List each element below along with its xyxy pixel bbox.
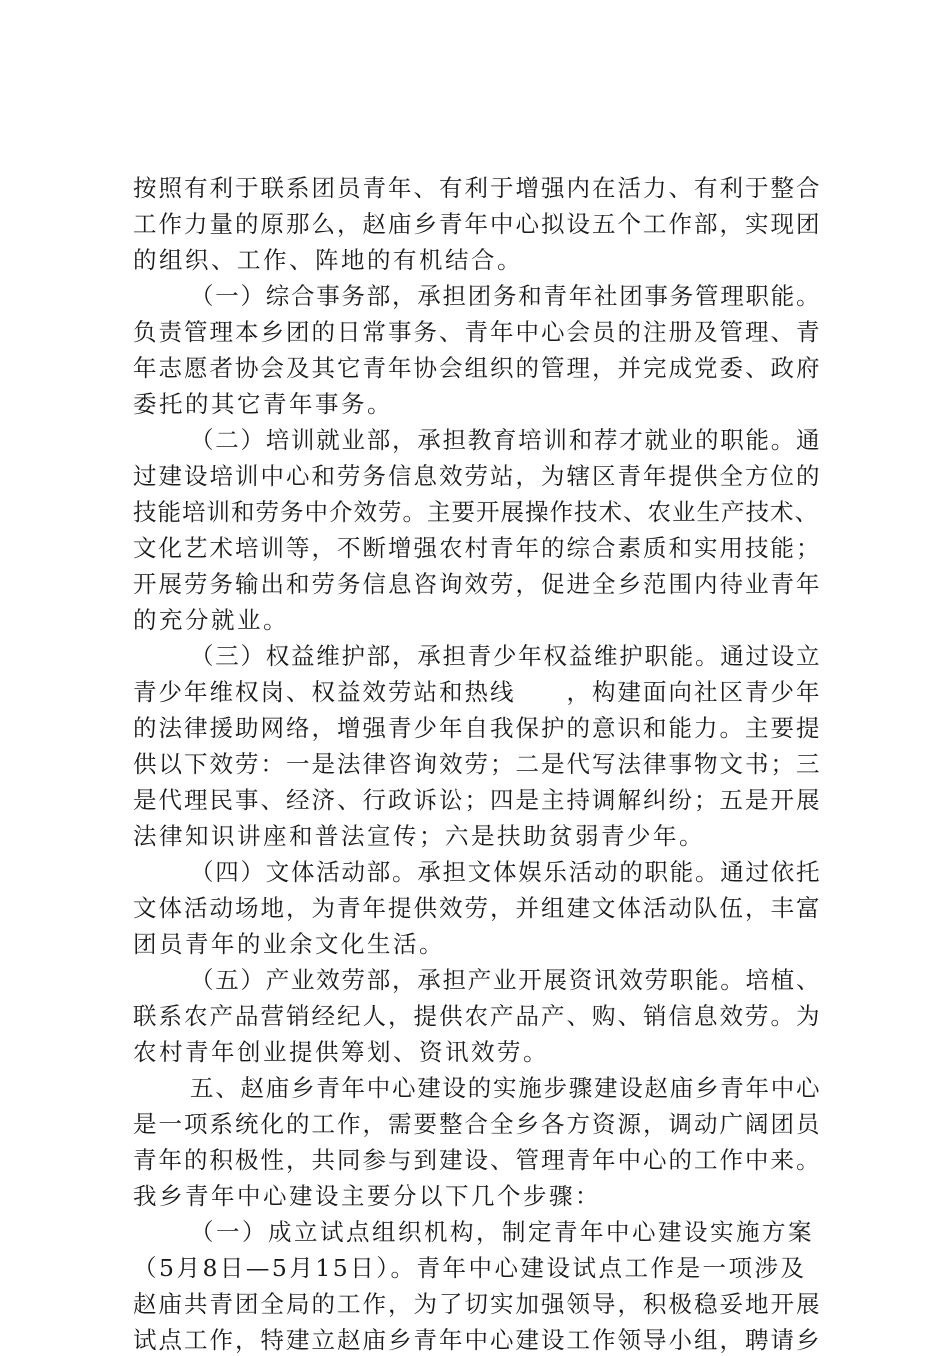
text-line: 技能培训和劳务中介效劳。主要开展操作技术、农业生产技术、 [133, 498, 819, 526]
text-line: （二）培训就业部，承担教育培训和荐才就业的职能。通 [190, 426, 822, 454]
text-line: 农村青年创业提供筹划、资讯效劳。 [133, 1038, 549, 1066]
text-line: 的法律援助网络，增强青少年自我保护的意识和能力。主要提 [133, 714, 822, 742]
text-line: （四）文体活动部。承担文体娱乐活动的职能。通过依托 [190, 858, 822, 886]
text-line: 法律知识讲座和普法宣传；六是扶助贫弱青少年。 [133, 822, 705, 850]
text-line: 的充分就业。 [133, 606, 289, 634]
text-line: 开展劳务输出和劳务信息咨询效劳，促进全乡范围内待业青年 [133, 570, 822, 598]
text-line: 的组织、工作、阵地的有机结合。 [133, 246, 523, 274]
text-line: 赵庙共青团全局的工作，为了切实加强领导，积极稳妥地开展 [133, 1290, 822, 1318]
text-line: 是代理民事、经济、行政诉讼；四是主持调解纠纷；五是开展 [133, 786, 822, 814]
text-line: 过建设培训中心和劳务信息效劳站，为辖区青年提供全方位的 [133, 462, 822, 490]
text-line: （5月8日—5月15日）。青年中心建设试点工作是一项涉及 [133, 1254, 807, 1282]
text-line: 负责管理本乡团的日常事务、青年中心会员的注册及管理、青 [133, 318, 822, 346]
text-line: （五）产业效劳部，承担产业开展资讯效劳职能。培植、 [190, 966, 822, 994]
text-line: （一）成立试点组织机构，制定青年中心建设实施方案 [190, 1218, 814, 1246]
text-line: 联系农产品营销经纪人，提供农产品产、购、销信息效劳。为 [133, 1002, 822, 1030]
text-line: （一）综合事务部，承担团务和青年社团事务管理职能。 [190, 282, 822, 310]
text-line: 年志愿者协会及其它青年协会组织的管理，并完成党委、政府 [133, 354, 822, 382]
text-line: （三）权益维护部，承担青少年权益维护职能。通过设立 [190, 642, 822, 670]
text-line: 委托的其它青年事务。 [133, 390, 393, 418]
text-line: 文化艺术培训等，不断增强农村青年的综合素质和实用技能； [133, 534, 822, 562]
text-line: 按照有利于联系团员青年、有利于增强内在活力、有利于整合 [133, 174, 822, 202]
text-line: 青少年维权岗、权益效劳站和热线 ，构建面向社区青少年 [133, 678, 822, 706]
text-line: 青年的积极性，共同参与到建设、管理青年中心的工作中来。 [133, 1146, 822, 1174]
text-line: 文体活动场地，为青年提供效劳，并组建文体活动队伍，丰富 [133, 894, 822, 922]
text-line: 供以下效劳：一是法律咨询效劳；二是代写法律事物文书；三 [133, 750, 822, 778]
text-line: 团员青年的业余文化生活。 [133, 930, 445, 958]
text-line: 试点工作，特建立赵庙乡青年中心建设工作领导小组，聘请乡 [133, 1326, 822, 1354]
text-line: 五、赵庙乡青年中心建设的实施步骤建设赵庙乡青年中心 [190, 1074, 822, 1102]
text-line: 我乡青年中心建设主要分以下几个步骤： [133, 1182, 601, 1210]
text-line: 工作力量的原那么，赵庙乡青年中心拟设五个工作部，实现团 [133, 210, 822, 238]
text-line: 是一项系统化的工作，需要整合全乡各方资源，调动广阔团员 [133, 1110, 822, 1138]
